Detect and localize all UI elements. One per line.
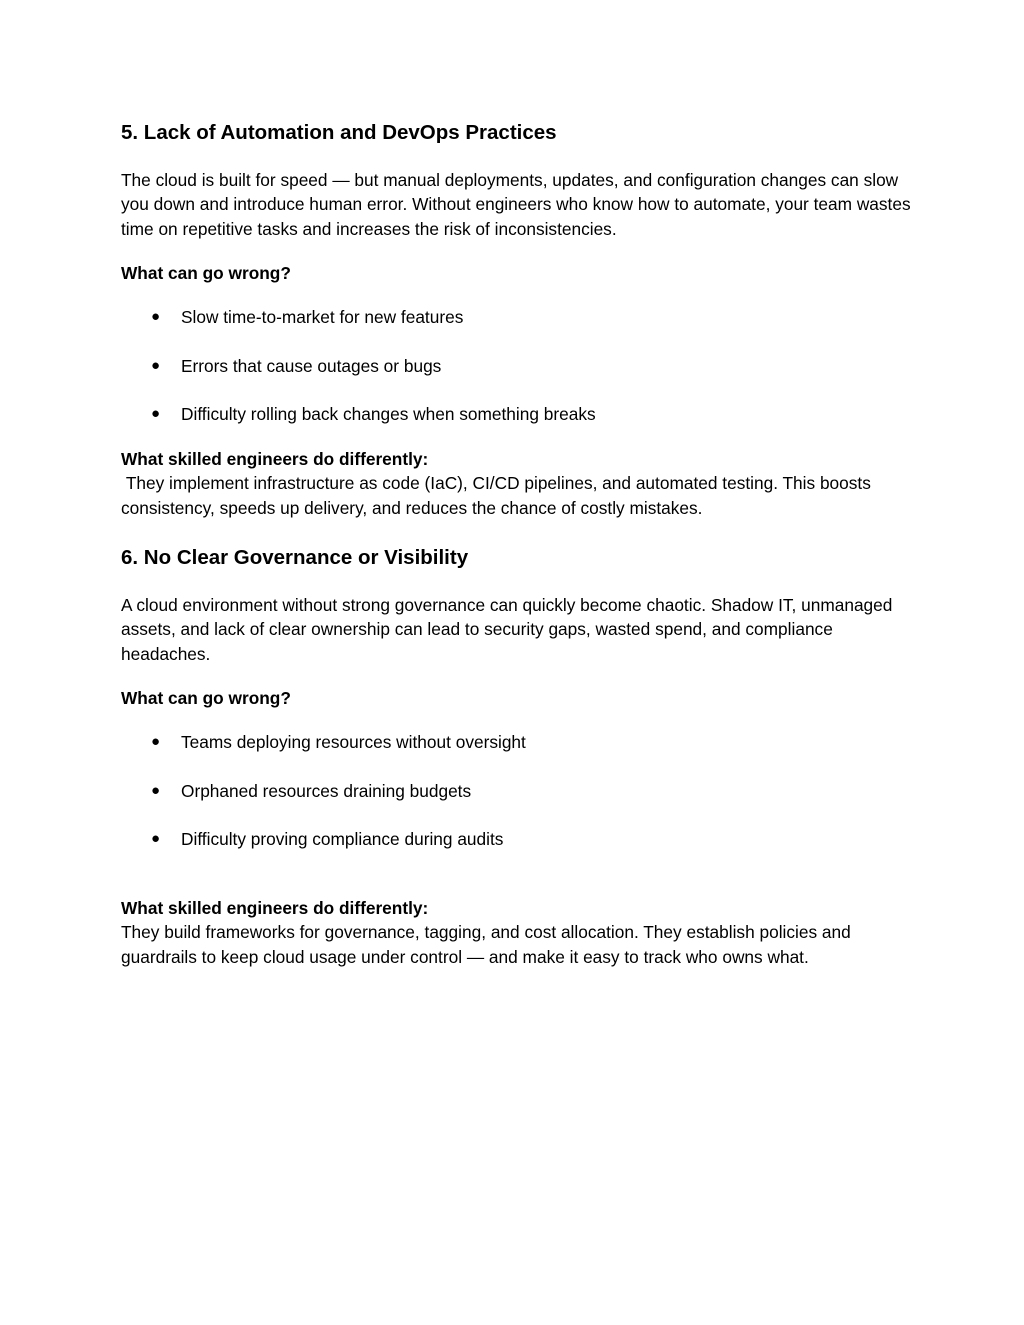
skilled-engineers-block — [121, 896, 911, 969]
bullet-icon: ● — [151, 356, 161, 374]
skilled-engineers-heading: What skilled engineers do differently: — [121, 449, 429, 469]
skilled-engineers-heading: What skilled engineers do differently: — [121, 898, 429, 918]
what-can-go-wrong-heading: What can go wrong? — [121, 263, 291, 283]
section-intro: A cloud environment without strong governance can quickly become chaotic. Shadow IT, unmanaged assets, and lack of clear ownership can lead to security gaps, wasted spend, and compliance headaches. — [121, 595, 893, 664]
list-item — [121, 827, 911, 876]
list-item — [121, 730, 911, 779]
list-item-text: Slow time-to-market for new features — [181, 307, 464, 327]
what-can-go-wrong-heading: What can go wrong? — [121, 688, 291, 708]
list-item — [121, 402, 911, 451]
section-intro: The cloud is built for speed — but manual deployments, updates, and configuration changes can slow you down and introduce human error. Without engineers who know how to automate, your team wastes time on repetitive tasks and increases the risk of inconsistencies. — [121, 170, 911, 239]
section-title: 6. No Clear Governance or Visibility — [121, 546, 469, 569]
skilled-engineers-block — [121, 447, 911, 520]
skilled-engineers-text: They build frameworks for governance, tagging, and cost allocation. They establish policies and guardrails to keep cloud usage under control — and make it easy to track who owns what. — [121, 922, 851, 967]
section-title: 5. Lack of Automation and DevOps Practices — [121, 121, 557, 144]
risk-list — [121, 305, 911, 451]
skilled-engineers-text: They implement infrastructure as code (IaC), CI/CD pipelines, and automated testing. This boosts consistency, speeds up delivery, and reduces the chance of costly mistakes. — [121, 473, 876, 518]
list-item-text: Teams deploying resources without oversight — [181, 732, 526, 752]
list-item-text: Errors that cause outages or bugs — [181, 355, 442, 376]
list-item-text: Orphaned resources draining budgets — [181, 780, 472, 801]
list-item — [121, 354, 911, 403]
list-item — [121, 779, 911, 828]
list-item-text: Difficulty proving compliance during audits — [181, 829, 504, 849]
risk-list — [121, 730, 911, 876]
bullet-icon: ● — [151, 733, 161, 750]
bullet-icon: ● — [151, 781, 161, 799]
bullet-icon: ● — [151, 830, 161, 847]
bullet-icon: ● — [151, 405, 161, 422]
list-item — [121, 305, 911, 354]
list-item-text: Difficulty rolling back changes when something breaks — [181, 404, 596, 424]
bullet-icon: ● — [151, 308, 161, 325]
